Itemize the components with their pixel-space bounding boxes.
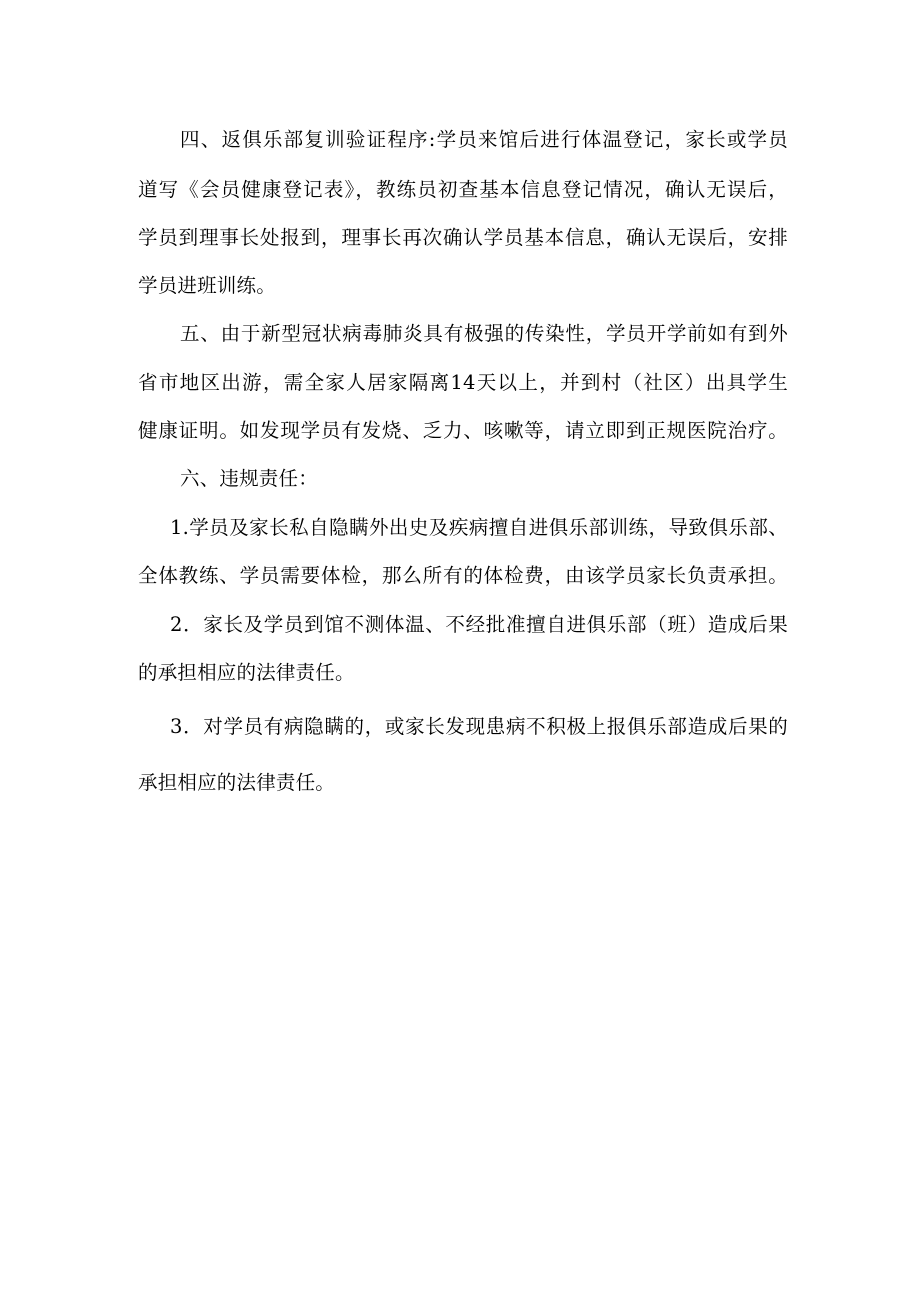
item-2-line-2: 的承担相应的法律责任。 [138, 661, 355, 684]
paragraph-5-line-1: 五、由于新型冠状病毒肺炎具有极强的传染性，学员开学前如有到外 [180, 322, 788, 345]
paragraph-4-line-3: 学员到理事长处报到，理事长再次确认学员基本信息，确认无误后，安排 [138, 226, 788, 249]
paragraph-4-line-2: 道写《会员健康登记表》，教练员初查基本信息登记情况，确认无误后， [138, 178, 788, 201]
paragraph-4-line-1: 四、返俱乐部复训验证程序:学员来馆后进行体温登记，家长或学员 [180, 128, 788, 151]
section-heading-violation: 六、违规责任： [180, 467, 318, 490]
item-1-line-1: 1.学员及家长私自隐瞒外出史及疾病擅自进俱乐部训练，导致俱乐部、 [170, 516, 788, 539]
item-1-line-2: 全体教练、学员需要体检，那么所有的体检费，由该学员家长负责承担。 [138, 564, 788, 587]
item-3-line-2: 承担相应的法律责任。 [138, 771, 336, 794]
item-3-line-1: 3．对学员有病隐瞒的，或家长发现患病不积极上报俱乐部造成后果的 [170, 715, 788, 738]
item-2-line-1: 2．家长及学员到馆不测体温、不经批准擅自进俱乐部（班）造成后果 [170, 613, 788, 636]
paragraph-5-line-3: 健康证明。如发现学员有发烧、乏力、咳嗽等，请立即到正规医院治疗。 [138, 419, 788, 442]
paragraph-5-line-2: 省市地区出游，需全家人居家隔离14天以上，并到村（社区）出具学生 [138, 371, 788, 394]
paragraph-4-line-4: 学员进班训练。 [138, 274, 276, 297]
